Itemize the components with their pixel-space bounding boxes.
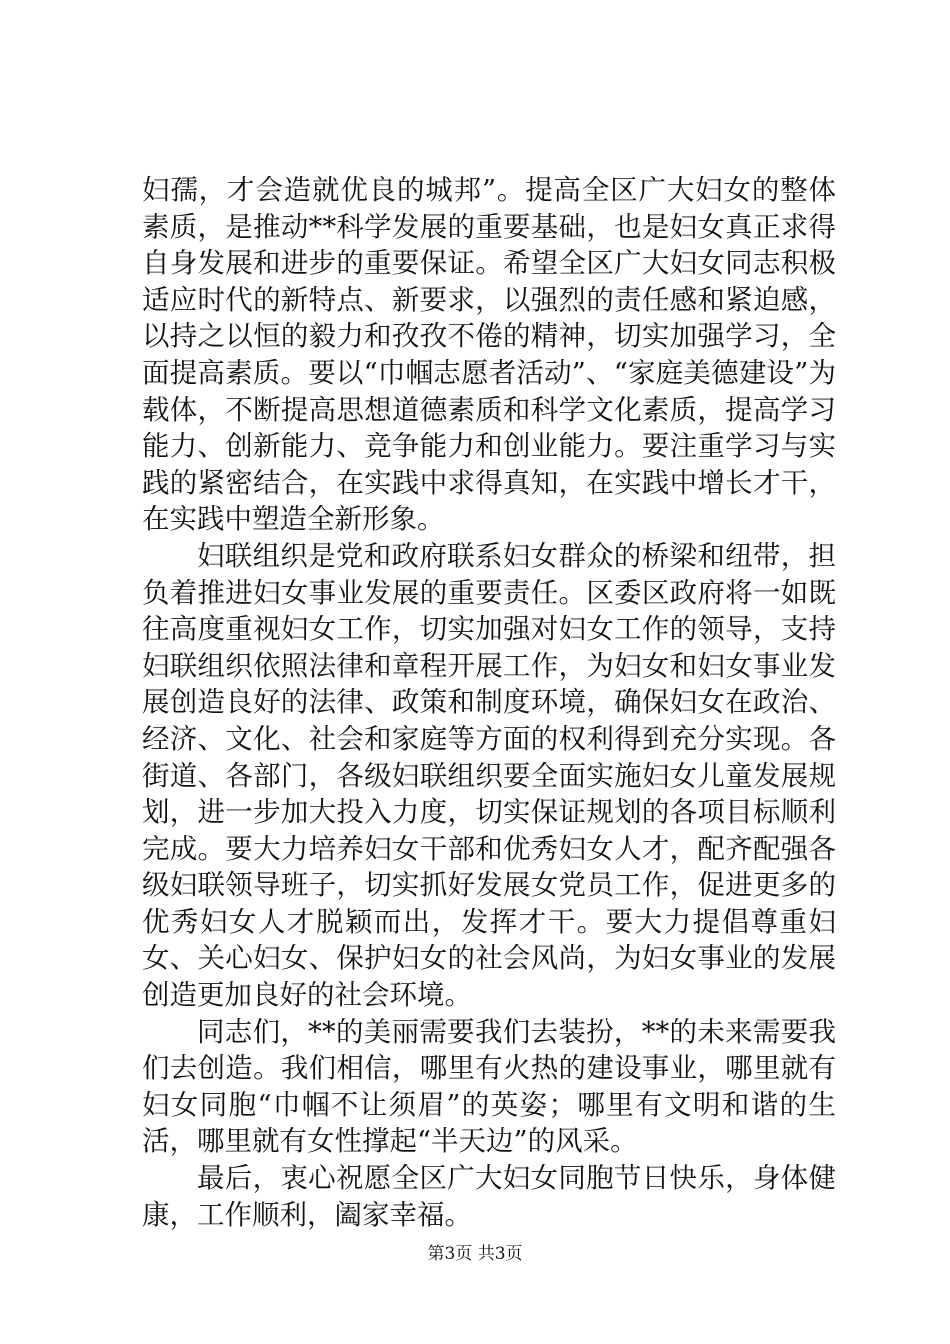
- page-footer: 第3页 共3页: [427, 1244, 523, 1264]
- paragraph-4: 最后，衷心祝愿全区广大妇女同胞节日快乐，身体健康，工作顺利，阖家幸福。: [142, 1162, 836, 1231]
- paragraph-1: 妇孺，才会造就优良的城邦”。提高全区广大妇女的整体素质，是推动**科学发展的重要基础，也是妇女真正求得自身发展和进步的重要保证。希望全区广大妇女同志积极适应时代的新特点、新要求，以强烈的责任感和紧迫感，以持之以恒的毅力和孜孜不倦的精神，切实加强学习，全面提高素质。要以“巾帼志愿者活动”、“家庭美德建设”为载体，不断提高思想道德素质和科学文化素质，提高学习能力、创新能力、竞争能力和创业能力。要注重学习与实践的紧密结合，在实践中求得真知，在实践中增长才干，在实践中塑造全新形象。: [142, 174, 836, 536]
- document-body: [142, 172, 836, 1233]
- paragraph-3: 同志们，**的美丽需要我们去装扮，**的未来需要我们去创造。我们相信，哪里有火热的建设事业，哪里就有妇女同胞“巾帼不让须眉”的英姿；哪里有文明和谐的生活，哪里就有女性撑起“半天边”的风采。: [142, 1015, 836, 1158]
- paragraph-2: 妇联组织是党和政府联系妇女群众的桥梁和纽带，担负着推进妇女事业发展的重要责任。区委区政府将一如既往高度重视妇女工作，切实加强对妇女工作的领导，支持妇联组织依照法律和章程开展工作，为妇女和妇女事业发展创造良好的法律、政策和制度环境，确保妇女在政治、经济、文化、社会和家庭等方面的权利得到充分实现。各街道、各部门，各级妇联组织要全面实施妇女儿童发展规划，进一步加大投入力度，切实保证规划的各项目标顺利完成。要大力培养妇女干部和优秀妇女人才，配齐配强各级妇联领导班子，切实抓好发展女党员工作，促进更多的优秀妇女人才脱颖而出，发挥才干。要大力提倡尊重妇女、关心妇女、保护妇女的社会风尚，为妇女事业的发展创造更加良好的社会环境。: [142, 539, 836, 1012]
